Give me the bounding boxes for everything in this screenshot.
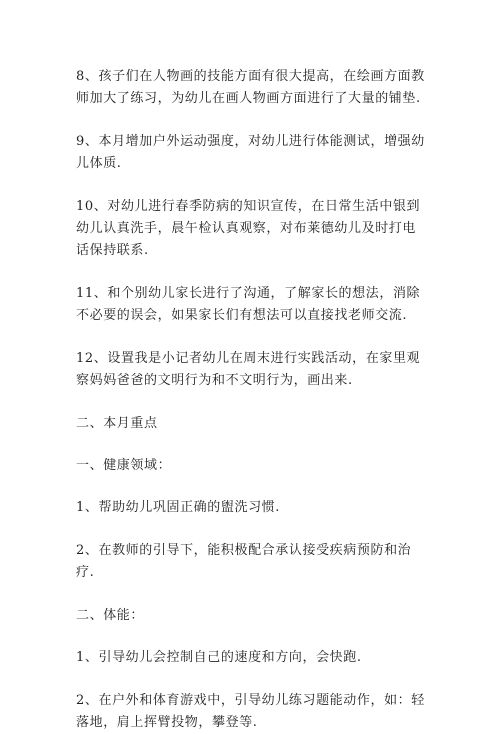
fitness-item-2: 2、在户外和体育游戏中，引导幼儿练习题能动作，如：轻落地，肩上挥臂投物，攀登等. [76,693,425,730]
fitness-item-1: 1、引导幼儿会控制自己的速度和方向，会快跑. [76,650,362,665]
paragraph-item-8: 8、孩子们在人物画的技能方面有很大提高，在绘画方面教师加大了练习，为幼儿在画人物画方面进行了大量的铺垫. [76,69,425,106]
paragraph-item-10: 10、对幼儿进行春季防病的知识宣传，在日常生活中银到幼儿认真洗手，晨午检认真观察，对布莱德幼儿及时打电话保持联系. [76,199,421,258]
health-item-2: 2、在教师的引导下，能积极配合承认接受疾病预防和治疗. [76,543,412,580]
paragraph-item-11: 11、和个别幼儿家长进行了沟通，了解家长的想法，消除不必要的误会，如果家长们有想法可以直接找老师交流. [76,286,421,323]
paragraph-item-9: 9、本月增加户外运动强度，对幼儿进行体能测试，增强幼儿体质. [76,134,425,171]
subsection-heading-fitness: 二、体能： [76,608,145,623]
paragraph-item-12: 12、设置我是小记者幼儿在周末进行实践活动，在家里观察妈妈爸爸的文明行为和不文明行为，画出来. [76,351,421,388]
section-heading-monthly-focus: 二、本月重点 [76,416,158,431]
health-item-1: 1、帮助幼儿巩固正确的盥洗习惯. [76,500,281,515]
subsection-heading-health: 一、健康领域： [76,458,172,473]
document-page [76,66,428,734]
